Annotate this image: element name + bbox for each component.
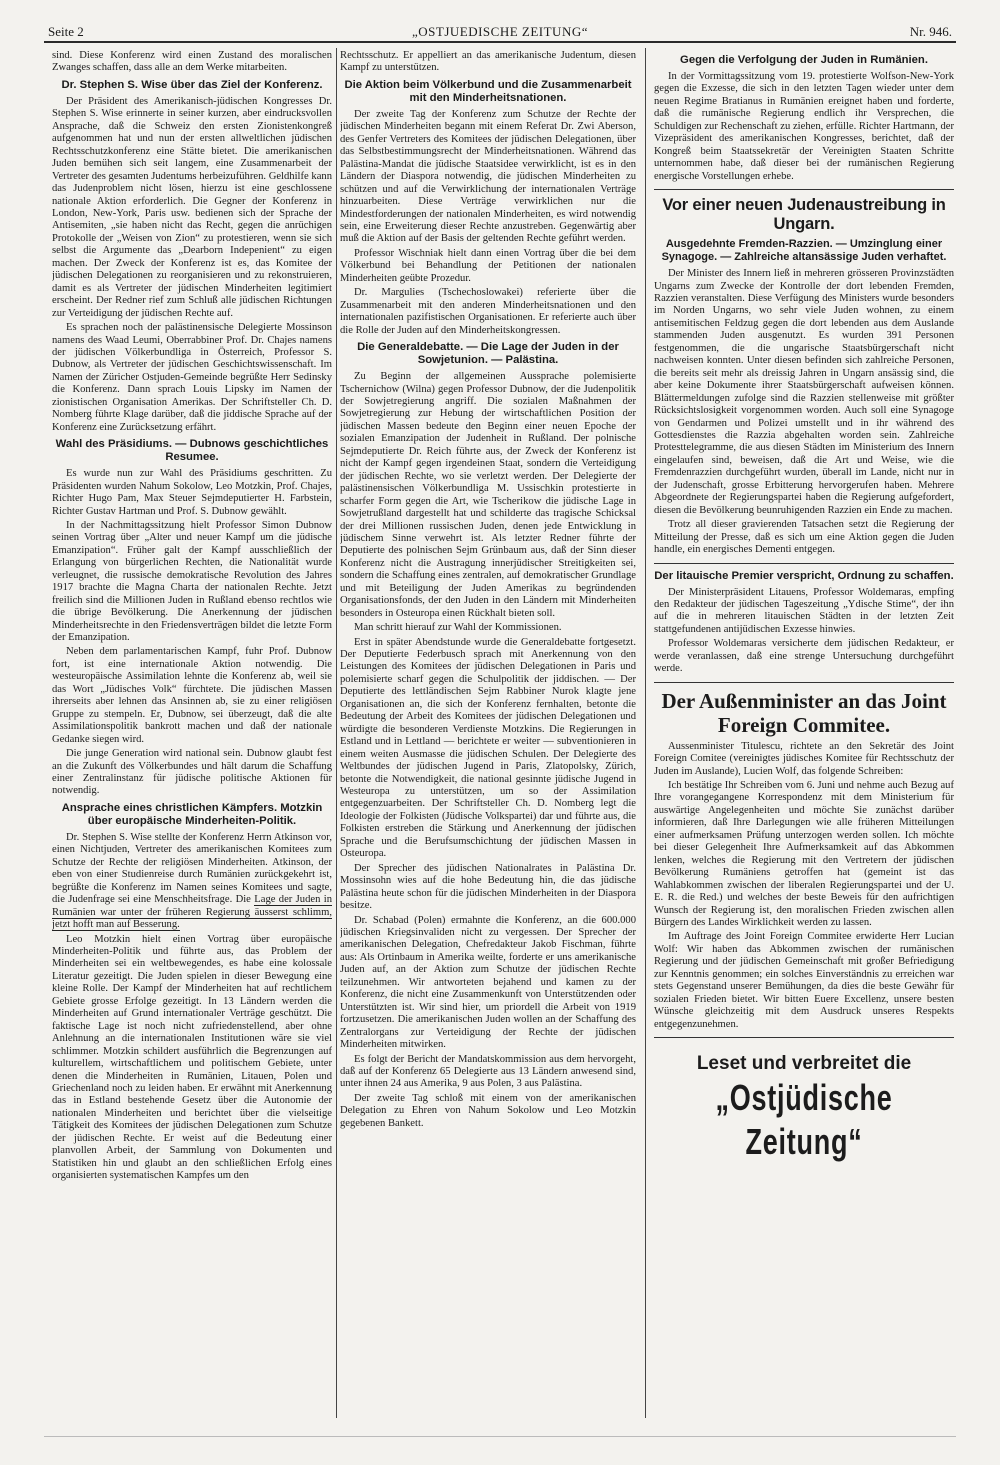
paragraph: Es wurde nun zur Wahl des Präsidiums geschritten. Zu Präsidenten wurden Nahum Sokolow, Leo Motzkin, Prof. Chajes, Richter Hugo Pam, Max Steuer Sejmdeputierter H. Farbstein, Richter Gustav Hartman und Prof. S. Dubnow gewählt.	[52, 468, 332, 517]
article-heading: Gegen die Verfolgung der Juden in Rumänien.	[680, 54, 928, 66]
paragraph: Der Sprecher des jüdischen Nationalrates in Palästina Dr. Mossinsohn wies auf die hohe Bedeutung hin, die das jüdische Palästina heute schon für die jüdischen Minderheiten in der Diaspora besitze.	[340, 862, 636, 912]
paragraph: Im Auftrage des Joint Foreign Commitee erwiderte Herr Lucian Wolf: Wir haben das Abkommen zwischen der rumänischen Regierung und der jüdischen Gemeinschaft mit großer Befriedigung zur Kenntnis genommen; ein solches Einverständnis zu erreichen war stets Gegenstand unserer Bemühungen, da dies die beste Gewähr für sozialen Frieden bietet. Wir bitten Euere Excellenz, unsere besten Wünsche gleichzeitig mit dem Ausdruck unseres Respekts entgegenzunehmen.	[654, 931, 954, 1030]
paragraph: Dr. Schabad (Polen) ermahnte die Konferenz, an die 600.000 jüdischen Kriegsinvaliden nicht zu vergessen. Der Sprecher der amerikanischen Delegation, Chefredakteur Jakob Fischman, führte aus: Als Ortinbaum in Amerika weilte, forderte er uns amerikanische Juden auf, an der Aktion zum Schutze der jüdischen Rechte teilzunehmen. Wir antworteten bejahend und kamen zu der Konferenz, die nicht eine Zusammenkunft von Unterstützenden oder Unterstützten ist. Wir sind hier, um priordell die Arbeit von 1919 fortzusetzen. Die amerikanischen Juden wollen an der Schaffung des Zentralorgans zur Verteidigung der Rechte der jüdischen Minderheiten mitwirken.	[340, 914, 636, 1051]
paragraph: Neben dem parlamentarischen Kampf, fuhr Prof. Dubnow fort, ist eine internationale Aktion notwendig. Die westeuropäische Assimilation lehnte die Konferenz ab, weil sie das Wort „Jüdisches Volk“ fürchtete. Die jüdischen Massen ihrerseits aber lehnen das Ansinnen ab, sie zu einer religiösen Gruppe zu stempeln. Er, Dubnow, sei überzeugt, daß die alte Assimilationspolitik bankrott machen und daß der nationale Gedanke siegen wird.	[52, 646, 332, 745]
article-heading: Dr. Stephen S. Wise über das Ziel der Konferenz.	[61, 78, 323, 91]
advertisement	[654, 1052, 954, 1164]
paragraph: Der Minister des Innern ließ in mehreren grösseren Provinzstädten Ungarns zum Zwecke der Kontrolle der dort lebenden Fremden, Razzien veranstalten. Diese Verfügung des Ministers wurde besonders im Norden Ungarns, wo sehr viele Juden wohnen, zu einem antisemitischen Feldzug gegen die dort lebenden aus dem Auslande stammenden Juden ausgenutzt. Es wurden 391 Personen festgenommen, die die ungarische Staatsbürgerschaft nicht nachweisen konnten. Unter diesen befinden sich zahlreiche Personen, die bereits seit mehr als dreissig Jahren in Ungarn ansässig sind, die aber keine Dokumente ihrer Staatsbürgerschaft aufweisen können. Blättermeldungen zufolge sind die Razzien stellenweise mit größter Rücksichtslosigkeit vorgenommen worden. Auch soll eine Synagoge von Gendarmen und Polizei umstellt und in ihr während des Gottesdienstes die Razzia abgehalten worden sein. Zahlreiche Protesttelegramme, die aus diesen Städten im Ministerium des Innern eingelaufen sind, beweisen, daß die Art und Weise, wie die Fremdenrazzien durchgeführt wurden, überall im Lande, nicht nur in der Judenschaft, grosse Erbitterung hervorgerufen haben. Mehrere Abgeordnete der Regierungspartei haben die Regierung aufgefordert, diesen die Bevölkerung beunruhigenden Razzien ein Ende zu machen.	[654, 268, 954, 516]
article-divider	[654, 1037, 954, 1038]
paragraph: Erst in später Abendstunde wurde die Generaldebatte fortgesetzt. Der Deputierte Federbusch sprach mit Anerkennung von den Leistungen des Komitees der jüdischen Delegationen in Paris und polemisierte scharf gegen die Schulpolitik der jiddischen. — Der Deputierte des lettländischen Sejm Rabbiner Nurok klagte jene Organisationen an, die sich der Konferenz fernhalten, betonte die Bedeutung der Arbeit des Komitees der jüdischen Delegationen und würdigte die besonderen Verdienste Motzkins. Die Regierungen in Estland und in Lettland — berichtete er weiter — subventionieren in einem weiten Ausmasse die jüdischen Schulen. Der Delegierte des Weltbundes der jüdischen Jugend in Paris, Zlatopolsky, Zürich, betonte die Notwendigkeit, die national gesinnte jüdische Jugend in Westeuropa zu unterstützen, um so der Assimilation entgegenzuarbeiten. Der Schriftsteller Ch. D. Nomberg legt die Ideologie der Folkisten (Jüdische Volkspartei) dar und führte aus, die Folkisten erstreben die Stärkung und Anerkennung der jüdischen Sprache und die Berufsumschichtung der jüdischen Massen in Osteuropa.	[340, 636, 636, 860]
paragraph: Professor Wischniak hielt dann einen Vortrag über die bei dem Völkerbund bei Behandlung der Petitionen der nationalen Minderheiten geübte Prozedur.	[340, 247, 636, 284]
paragraph: Rechtsschutz. Er appelliert an das amerikanische Judentum, diesen Kampf zu unterstützen.	[340, 50, 636, 74]
section-heading: Die Generaldebatte. — Die Lage der Juden in der Sowjetunion. — Palästina.	[357, 341, 619, 367]
newspaper-title: „OSTJUEDISCHE ZEITUNG“	[411, 24, 588, 39]
section-heading: Wahl des Präsidiums. — Dubnows geschichtliches Resumee.	[55, 438, 329, 464]
paragraph: Der Ministerpräsident Litauens, Professor Woldemaras, empfing den Redakteur der jüdischen Tageszeitung „Ydische Stime“, der ihn auf die in mehreren litauischen Städten in der letzten Zeit stattgefundenen antijüdischen Exzesse hinwies.	[654, 586, 954, 635]
article-heading: Der litauische Premier verspricht, Ordnung zu schaffen.	[654, 569, 954, 582]
paragraph: Leo Motzkin hielt einen Vortrag über europäische Minderheiten-Politik und führte aus, das Problem der Minderheiten sei ein weltbewegendes, es habe eine kolossale Literatur gezeitigt. Die Juden spielen in dieser Bewegung eine kleine Rolle. Der Kampf der Minderheiten hat auf rechtlichem Gebiete grosse Erfolge gezeitigt. In 13 Ländern werden die Minderheiten auf Grund internationaler Verträge geschützt. Die faktische Lage ist noch nicht zufriedenstellend, aber ohne Anlehnung an die internationalen Institutionen wäre sie viel schlimmer. Motzkin schildert ausführlich die Begrenzungen auf kulturellem, wirtschaftlichem und politischem Gebiete, unter denen die Minderheiten in Rumänien, Litauen, Polen und Griechenland noch zu leiden haben. Er erwähnt mit Anerkennung das in Estland bestehende Gesetz über die Autonomie der nationalen Minderheiten und berichtet über die vielseitige Tätigkeit des Komitees der jüdischen Delegationen zum Schutze der jüdischen Rechte. Er weist auf die Bedeutung einer planvollen Arbeit, der Sammlung von Dokumenten und Statistiken hin und glaubt an den schließlichen Erfolg eines organisierten systematischen Kampfes um den	[52, 933, 332, 1182]
paragraph: Der zweite Tag der Konferenz zum Schutze der Rechte der jüdischen Minderheiten begann mit einem Referat Dr. Zwi Aberson, des Genfer Vertreters des Komitees der jüdischen Delegationen, über das Selbstbestimmungsrecht der Minderheitsnationen. Während das Palästina-Mandat die jüdische Staatsidee verwirklicht, ist es in den Ländern der Diaspora notwendig, die jüdischen Minderheiten zu schützen und auf die Verwirklichung der internationalen Verträge hinzuarbeiten. Diese Verträge verwirklichen nur die Mindestforderungen der nationalen Minderheiten, es wird notwendig sein, eine Erweiterung dieser Rechte anzustreben. Gegenwärtig aber muß die Aktion auf der Basis der geltenden Rechte geführt werden.	[340, 108, 636, 245]
article-headline: Der Außenminister an das Joint Foreign Commitee.	[661, 688, 947, 737]
header-rule	[44, 41, 956, 43]
column-1	[52, 50, 332, 1420]
article-divider	[654, 563, 954, 564]
paragraph-text: Dr. Stephen S. Wise stellte der Konferenz Herrn Atkinson vor, einen Nichtjuden, Vertreter des amerikanischen Komitees zum Schutze der Rechte der religiösen Minderheiten. Atkinson, der eben von einer Studienreise durch Rumänien zurückgekehrt ist, begrüßte die Konferenz im Namen seines Komitees und sagte, die Judenfrage sei eine Menschheitsfrage. Die	[52, 831, 332, 906]
paragraph: Zu Beginn der allgemeinen Aussprache polemisierte Tschernichow (Wilna) gegen Professor Dubnow, der die Judenpolitik der Sowjetregierung angriff. Die sozialen Maßnahmen der Sowjetregierung zur Hebung der wirtschaftlichen Position der jüdischen Massen bedeute den Beginn einer neuen Epoche der sozialen Emanzipation der Judenheit in Rußland. Der polnische Sejmdeputierte Dr. Reich führte aus, der Zweck der Konferenz ist nicht der Kampf gegen irgendeinen Staat, sondern die Verteidigung der jüdischen Rechte, wo sie verletzt werden. Der Delegierte der palästinensischen Völkerbundliga M. Ussischkin protestierte in scharfer Form gegen die Art, wie Tscherikow die jüdische Lage in Sowjetrußland dargestellt hat und schilderte das tragische Schicksal der drei Millionen russischen Juden, denen jede Entwicklung in jüdischem Sinne verwehrt ist. Als letzter Redner führte der Deputierte des polnischen Sejm Grünbaum aus, daß der Sinn dieser Konferenz nicht die Austragung innerjüdischer Streitigkeiten sei, sondern die Schaffung eines zentralen, auf demokratischer Grundlage und mit Beteiligung der Juden Amerikas zu begründenden Organisationsfonds, der den Juden in den Ländern mit Minderheiten besonders in Osteuropa einen Rückhalt bieten soll.	[340, 371, 636, 619]
paragraph: Die junge Generation wird national sein. Dubnow glaubt fest an die Zukunft des Völkerbundes und hält darum die Schaffung einer Zentralinstanz für jüdische politische Aktionen für notwendig.	[52, 748, 332, 797]
article-headline: Vor einer neuen Judenaustreibung in Ungarn.	[662, 196, 946, 234]
paragraph: Professor Woldemaras versicherte dem jüdischen Redakteur, er werde veranlassen, daß eine strenge Untersuchung durchgeführt werde.	[654, 638, 954, 675]
column-3	[654, 50, 954, 1420]
column-divider-1	[336, 48, 337, 1418]
paragraph: Es sprachen noch der palästinensische Delegierte Mossinson namens des Waad Leumi, Oberrabbiner Prof. Dr. Chajes namens der jüdischen Völkerbundliga in Österreich, Professor S. Dubnow, als Vertreter der jüdischen Geschichtswissenschaft. Im Namen der Züricher Ostjuden-Gemeinde begrüßte Herr Sedinsky die Konferenz. Dann sprach Louis Lipsky im Namen der zionistischen Organisation Amerikas. Der Schriftsteller Ch. D. Nomberg führte Klage darüber, daß die jiddische Sprache auf der Konferenz eine Zurücksetzung erfährt.	[52, 322, 332, 433]
paragraph: Trotz all dieser gravierenden Tatsachen setzt die Regierung der Mitteilung der Presse, daß es sich um eine Aktion gegen die Juden handle, ein energisches Dementi entgegen.	[654, 519, 954, 556]
paragraph: In der Vormittagssitzung vom 19. protestierte Wolfson-New-York gegen die Exzesse, die sich in den letzten Tagen wieder unter dem neuen Regime Bratianus in Rumänien ereignet haben und forderte, daß die rumänische Regierung endlich ihr Versprechen, die Schuldigen zur Rechenschaft zu ziehen, erfülle. Richter Hartmann, der Vizepräsident des amerikanischen Kongresses, berichtet, daß der Kongreß beim Staatssekretär der Vereinigten Staaten Schritte unternommen habe, daß dieser bei der rumänischen Regierung energische Vorstellungen erhebe.	[654, 71, 954, 182]
advertisement-title: „Ostjüdische Zeitung“	[715, 1077, 893, 1163]
advertisement-line: Leset und verbreitet die	[696, 1053, 912, 1075]
paragraph: sind. Diese Konferenz wird einen Zustand des moralischen Zwanges schaffen, dass alle an dem Werke mitarbeiten.	[52, 50, 332, 74]
paragraph: Der Präsident des Amerikanisch-jüdischen Kongresses Dr. Stephen S. Wise erinnerte in seiner kurzen, aber eindrucksvollen Ansprache, daß die Schweiz den ersten Zionistenkongreß aufgenommen hat und nun der ersten allweltlichen jüdischen Rechtsschutzkonferenz eine Stätte bietet. Die amerikanischen Juden bemühen sich seit langem, eine Zusammenarbeit der Vertreter des gesamten Judentums herbeizuführen. Geldhilfe kann das Judenproblem nicht lösen, hierzu ist eine geschlossene nationale Aktion erforderlich. Die Gegner der Konferenz in London, New-York, Paris usw. bedienen sich der Sprache der Antisemiten, „sie haben nicht das Recht, gegen die anrüchigen Protokolle der „Weisen von Zion“ zu protestieren, wenn sie sich selbst die Argumente das „Dearborn Indepenient“ zu eigen machen. Der Zweck der Konferenz ist es, das Komitee der jüdischen Delegationen zu reorganisieren und zu rekonstruieren, damit es als Vertreter der jüdischen Minderheiten legitimiert erscheint. Der Redner rief zum Schluß alle jüdischen Richtungen zur Verteidigung der jüdischen Rechte auf.	[52, 95, 332, 319]
section-heading: Ansprache eines christlichen Kämpfers. Motzkin über europäische Minderheiten-Politik.	[61, 801, 323, 827]
bottom-rule	[44, 1436, 956, 1437]
underlined-text: Lage der Juden in Rumänien war unter der früheren Regierung äusserst schlimm, jetzt hofft man auf Besserung.	[52, 894, 332, 931]
article-heading: Die Aktion beim Völkerbund und die Zusammenarbeit mit den Minderheitsnationen.	[344, 78, 632, 104]
article-subheading: Ausgedehnte Fremden-Razzien. — Umzinglung einer Synagoge. — Zahlreiche altansässige Juden verhaftet.	[661, 238, 947, 264]
page-number: Seite 2	[48, 24, 84, 39]
paragraph: Man schritt hierauf zur Wahl der Kommissionen.	[354, 622, 562, 634]
article-divider	[654, 682, 954, 683]
paragraph: Ich bestätige Ihr Schreiben vom 6. Juni und nehme auch Bezug auf Ihre vorangegangene Korrespondenz mit dem Ministerium für auswärtige Angelegenheiten und möchte Sie zunächst darüber informieren, daß Ihre Darlegungen wie alle früheren Mitteilungen einer aufmerksamen Prüfung unterzogen werden sollen. Ich möchte bei dieser Gelegenheit Ihre Aufmerksamkeit auf das Abkommen lenken, welches die Regierung mit den Vertretern der jüdischen Bevölkerung Rumäniens getroffen hat (gemeint ist das Wahlabkommen zwischen der liberalen Regierungspartei und der U. E. R. die Red.) und welches der beste Beweis für den aufrichtigen Wunsch der Regierung ist, den moralischen Frieden zwischen allen Bürgern des Landes Wirklichkeit werden zu lassen.	[654, 780, 954, 929]
page-header	[44, 24, 956, 42]
paragraph	[52, 832, 332, 932]
paragraph: Dr. Margulies (Tschechoslowakei) referierte über die Zusammenarbeit mit den anderen Minderheitsnationen und den internationalen pazifistischen Organisationen. Er referierte auch über die Rolle der Juden auf den Minderheitskongressen.	[340, 287, 636, 336]
paragraph: Der zweite Tag schloß mit einem von der amerikanischen Delegation zu Ehren von Nahum Sokolow und Leo Motzkin gegebenen Bankett.	[340, 1092, 636, 1129]
column-2	[340, 50, 636, 1420]
issue-number: Nr. 946.	[909, 24, 952, 39]
paragraph: Aussenminister Titulescu, richtete an den Sekretär des Joint Foreign Comitee (vereinigtes jüdisches Komitee für Rechtsschutz der Juden im Auslande), Lucien Wolf, das folgende Schreiben:	[654, 740, 954, 777]
paragraph: Es folgt der Bericht der Mandatskommission aus dem hervorgeht, daß auf der Konferenz 65 Delegierte aus 13 Ländern anwesend sind, unter ihnen 24 aus Amerika, 9 aus Polen, 3 aus Palästina.	[340, 1053, 636, 1090]
article-divider	[654, 189, 954, 190]
paragraph: In der Nachmittagssitzung hielt Professor Simon Dubnow seinen Vortrag über „Alter und neuer Kampf um die jüdische Emanzipation“. Früher galt der Kampf ausschließlich der Erlangung von bürgerlichen Rechten, die Nationalität wurde verleugnet, die russische demokratische Revolution des Jahres 1917 brachte die Magna Charta der nationalen Rechte. Jetzt freilich sind die Millionen Juden in Rußland ebenso rechtlos wie die übrige Bevölkerung. Die Anerkennung der jüdischen Minderheitsrechte in den Friedensverträgen bildet die letzte Form der Emanzipation.	[52, 519, 332, 644]
column-divider-2	[645, 48, 646, 1418]
